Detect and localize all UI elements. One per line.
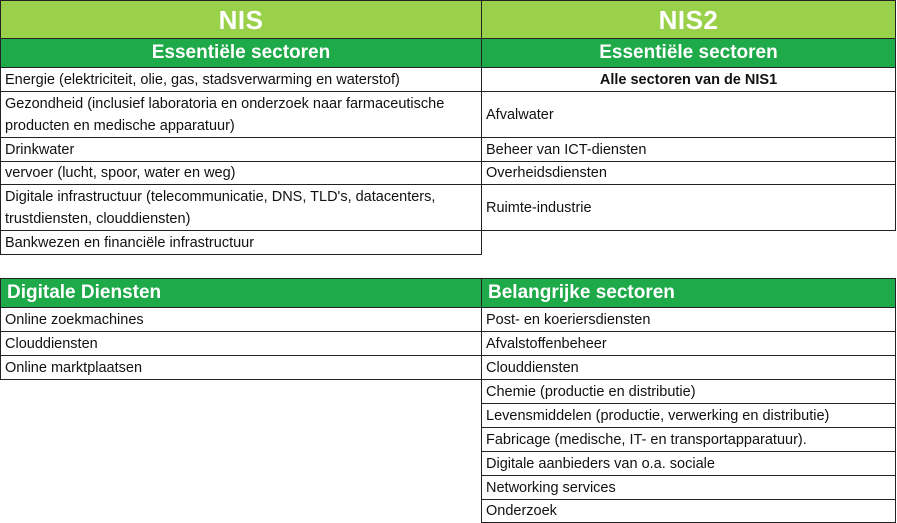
nis2-essential-row: Overheidsdiensten <box>481 161 896 185</box>
nis2-important-row: Fabricage (medische, IT- en transportapparatuur). <box>481 427 896 452</box>
nis-essential-row: Digitale infrastructuur (telecommunicatie, DNS, TLD's, datacenters, trustdiensten, clouddiensten) <box>0 184 482 231</box>
nis-digital-header: Digitale Diensten <box>0 278 482 308</box>
nis2-important-row: Clouddiensten <box>481 355 896 380</box>
nis-title: NIS <box>0 0 482 39</box>
nis2-important-row: Post- en koeriersdiensten <box>481 307 896 332</box>
nis2-important-row: Levensmiddelen (productie, verwerking en distributie) <box>481 403 896 428</box>
nis2-important-row: Chemie (productie en distributie) <box>481 379 896 404</box>
nis-essential-row: vervoer (lucht, spoor, water en weg) <box>0 161 482 185</box>
nis-digital-row: Clouddiensten <box>0 331 482 356</box>
nis-essential-row: Drinkwater <box>0 137 482 162</box>
nis2-important-row: Digitale aanbieders van o.a. sociale <box>481 451 896 476</box>
nis2-title: NIS2 <box>481 0 896 39</box>
nis2-essential-row: Beheer van ICT-diensten <box>481 137 896 162</box>
nis2-important-header: Belangrijke sectoren <box>481 278 896 308</box>
nis-essential-row: Gezondheid (inclusief laboratoria en onderzoek naar farmaceutische producten en medische apparatuur) <box>0 91 482 138</box>
nis2-important-row: Networking services <box>481 475 896 500</box>
nis2-important-row: Afvalstoffenbeheer <box>481 331 896 356</box>
nis-digital-row: Online zoekmachines <box>0 307 482 332</box>
nis2-essential-row: Alle sectoren van de NIS1 <box>481 67 896 92</box>
nis2-important-row: Onderzoek <box>481 499 896 523</box>
nis2-essential-header: Essentiële sectoren <box>481 38 896 68</box>
nis2-essential-row: Ruimte-industrie <box>481 184 896 231</box>
nis-essential-header: Essentiële sectoren <box>0 38 482 68</box>
nis-digital-row: Online marktplaatsen <box>0 355 482 380</box>
nis-essential-row: Energie (elektriciteit, olie, gas, stadsverwarming en waterstof) <box>0 67 482 92</box>
nis2-essential-row: Afvalwater <box>481 91 896 138</box>
nis-essential-row: Bankwezen en financiële infrastructuur <box>0 230 482 255</box>
